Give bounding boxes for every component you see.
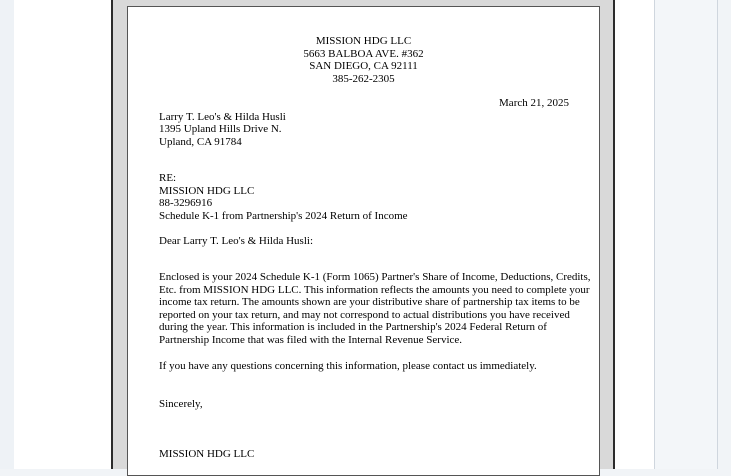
- body-line: during the year. This information is included in the Partnership's 2024 Federal Return of: [159, 321, 547, 333]
- body-line: reported on your tax return, and may not correspond to actual distributions you have received: [159, 308, 570, 321]
- letterhead-company: MISSION HDG LLC: [315, 35, 412, 47]
- body-line: Etc. from MISSION HDG LLC. This information reflects the amounts you need to complete your: [159, 283, 590, 296]
- closing: Sincerely,: [159, 398, 203, 410]
- questions-line: If you have any questions concerning this information, please contact us immediately.: [159, 360, 537, 372]
- re-label: RE:: [159, 172, 177, 184]
- recipient-street: 1395 Upland Hills Drive N.: [159, 123, 282, 135]
- letterhead-phone: 385-262-2305: [332, 72, 395, 85]
- body-line: Partnership Income that was filed with the Internal Revenue Service.: [159, 333, 463, 346]
- letter-date: March 21, 2025: [499, 97, 569, 109]
- recipient-city: Upland, CA 91784: [159, 135, 242, 148]
- recipient-name: Larry T. Leo's & Hilda Husli: [159, 110, 286, 123]
- right-panel: [654, 0, 718, 469]
- letterhead-street: 5663 BALBOA AVE. #362: [303, 47, 424, 60]
- re-ein: 88-3296916: [159, 197, 213, 209]
- signature: MISSION HDG LLC: [159, 448, 255, 460]
- left-panel: [0, 0, 15, 469]
- body-line: income tax return. The amounts shown are your distributive share of partnership tax items to be: [159, 296, 580, 308]
- re-company: MISSION HDG LLC: [159, 184, 255, 197]
- body-line: Enclosed is your 2024 Schedule K-1 (Form 1065) Partner's Share of Income, Deductions, Credits,: [159, 271, 591, 283]
- letterhead-city: SAN DIEGO, CA 92111: [309, 60, 418, 72]
- re-subject: Schedule K-1 from Partnership's 2024 Return of Income: [159, 209, 408, 222]
- body-paragraph: [159, 271, 591, 346]
- salutation: Dear Larry T. Leo's & Hilda Husli:: [159, 235, 314, 247]
- letter-page: [127, 6, 600, 476]
